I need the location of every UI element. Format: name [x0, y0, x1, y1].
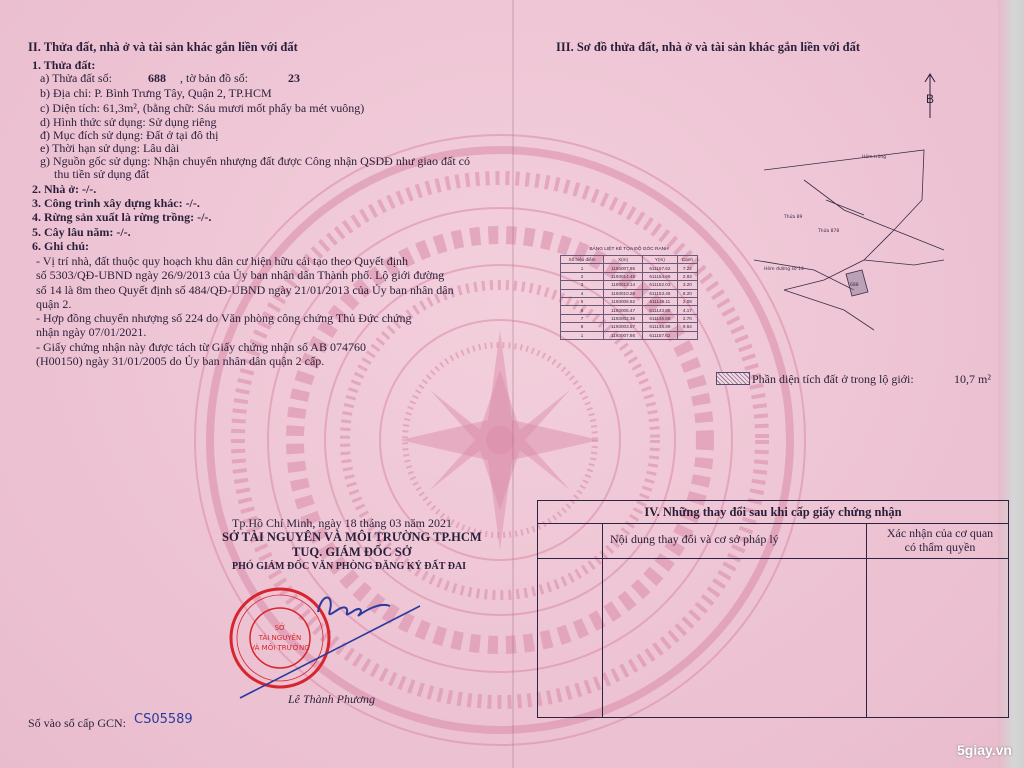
usage-origin-line: g) Nguồn gốc sử dụng: Nhận chuyển nhượng đất được Công nhận QSDĐ như giao đất có	[40, 154, 470, 168]
handwritten-signature	[230, 582, 430, 702]
coord-cell: 611157.62	[643, 264, 678, 272]
sign-place-date: Tp.Hồ Chí Minh, ngày 18 tháng 03 năm 2021	[232, 516, 452, 530]
map-label-parcel-688: 688	[850, 283, 859, 288]
site-watermark: 5giay.vn	[957, 742, 1012, 758]
coord-cell: 1	[561, 264, 604, 272]
coord-cell: 4.17	[677, 306, 697, 314]
coord-row	[561, 306, 698, 314]
coord-cell: 1	[561, 331, 604, 339]
coord-cell: 1193002.36	[604, 314, 643, 322]
parcel-number-value: 688	[148, 71, 166, 85]
map-label-parcel-878: Thửa 878	[818, 229, 840, 234]
coord-cell: 1193007.86	[604, 331, 643, 339]
legend-value: 10,7 m²	[954, 372, 991, 386]
coord-cell: 6	[561, 306, 604, 314]
registration-value: CS05589	[134, 712, 193, 727]
map-sheet-label: , tờ bản đồ số:	[180, 71, 249, 85]
coord-cell: 611154.66	[643, 272, 678, 280]
coord-cell: 1193007.86	[604, 264, 643, 272]
table-divider	[866, 523, 867, 717]
notes-heading: 6. Ghi chú:	[32, 239, 90, 253]
map-label-vacant: Hẻm trống	[862, 155, 887, 160]
coord-row	[561, 297, 698, 305]
coord-cell: 611148.99	[643, 323, 678, 331]
coord-cell: 611146.58	[643, 314, 678, 322]
coord-cell: 2.08	[677, 297, 697, 305]
coord-cell: 3.20	[677, 281, 697, 289]
registration-label: Số vào sổ cấp GCN:	[28, 716, 126, 730]
page-fold	[512, 0, 514, 768]
house-line: 2. Nhà ở: -/-.	[32, 182, 97, 196]
usage-origin-line-2: thu tiền sử dụng đất	[54, 167, 150, 181]
coord-cell: 1193013.14	[604, 281, 643, 289]
svg-text:TÀI NGUYÊN: TÀI NGUYÊN	[258, 634, 302, 642]
note-line: (H00150) ngày 31/01/2005 do Ủy ban nhân dân quận 2 cấp.	[36, 354, 325, 368]
coord-cell: 7.22	[677, 264, 697, 272]
table-divider	[602, 523, 603, 717]
parcel-map	[744, 140, 966, 350]
changes-table	[537, 500, 1009, 718]
changes-col-confirm: Xác nhận của cơ quan	[886, 526, 994, 540]
trees-line: 5. Cây lâu năm: -/-.	[32, 225, 131, 239]
coord-header: X(m)	[604, 256, 643, 264]
coord-cell: 611143.80	[643, 306, 678, 314]
north-label: B	[926, 92, 935, 106]
note-line: - Vị trí nhà, đất thuộc quy hoạch khu dân cư hiện hữu cải tạo theo Quyết định	[36, 254, 409, 268]
parcel-number-label: a) Thửa đất số:	[40, 71, 112, 85]
coord-row	[561, 331, 698, 339]
coord-cell: 2	[561, 272, 604, 280]
coord-cell: 2.70	[677, 314, 697, 322]
coord-cell: 1193014.45	[604, 272, 643, 280]
usage-term-line: e) Thời hạn sử dụng: Lâu dài	[40, 141, 180, 155]
coord-cell: 611152.03	[643, 281, 678, 289]
sign-tuq: TUQ. GIÁM ĐỐC SỞ	[292, 545, 412, 559]
coord-cell: 8.20	[677, 289, 697, 297]
construction-line: 3. Công trình xây dựng khác: -/-.	[32, 196, 200, 210]
note-line: nhận ngày 07/01/2021.	[36, 325, 147, 339]
section-iii-title: III. Sơ đồ thửa đất, nhà ở và tài sản khác gắn liền với đất	[556, 40, 861, 54]
coord-cell: 3	[561, 281, 604, 289]
coord-cell: 1193005.47	[604, 306, 643, 314]
note-line: - Hợp đồng chuyển nhượng số 224 do Văn phòng công chứng Thủ Đức chứng	[36, 311, 412, 325]
svg-text:VÀ MÔI TRƯỜNG: VÀ MÔI TRƯỜNG	[250, 644, 310, 652]
coord-cell: 7	[561, 314, 604, 322]
coord-cell: 1193006.62	[604, 297, 643, 305]
map-sheet-value: 23	[288, 71, 300, 85]
usage-purpose-line: đ) Mục đích sử dụng: Đất ở tại đô thị	[40, 128, 219, 142]
coord-header-row	[561, 256, 698, 264]
map-label-road: Hẻm đường số 14	[764, 267, 804, 272]
coord-cell: 611157.62	[643, 331, 678, 339]
area-line: c) Diện tích: 61,3m², (bằng chữ: Sáu mươi mốt phẩy ba mét vuông)	[40, 101, 365, 115]
changes-col-confirm-2: có thẩm quyền	[904, 540, 976, 554]
land-heading: 1. Thửa đất:	[32, 58, 96, 72]
changes-col-content: Nội dung thay đổi và cơ sở pháp lý	[610, 532, 779, 546]
coord-header: Cạnh	[677, 256, 697, 264]
usage-form-line: d) Hình thức sử dụng: Sử dụng riêng	[40, 115, 217, 129]
legend-swatch	[716, 372, 750, 385]
address-line: b) Địa chỉ: P. Bình Trưng Tây, Quận 2, TP.HCM	[40, 86, 272, 100]
coord-cell: 9.64	[677, 323, 697, 331]
coord-row	[561, 281, 698, 289]
signer-name: Lê Thành Phương	[288, 692, 375, 706]
coord-row	[561, 264, 698, 272]
note-line: quận 2.	[36, 297, 72, 311]
coord-cell: 2.93	[677, 272, 697, 280]
coord-cell: 611146.11	[643, 297, 678, 305]
coord-row	[561, 314, 698, 322]
coord-row	[561, 272, 698, 280]
note-line: số 5303/QĐ-UBND ngày 26/9/2013 của Ủy ban nhân dân Thành phố. Lộ giới đường	[36, 268, 445, 282]
sign-agency: SỞ TÀI NGUYÊN VÀ MÔI TRƯỜNG TP.HCM	[222, 530, 482, 544]
coord-header: Số hiệu điểm	[561, 256, 604, 264]
map-label-parcel-89: Thửa 89	[784, 215, 803, 220]
coord-row	[561, 323, 698, 331]
coord-cell: 1193010.28	[604, 289, 643, 297]
coord-cell: 4	[561, 289, 604, 297]
coord-cell: 5	[561, 297, 604, 305]
sign-deputy: PHÓ GIÁM ĐỐC VĂN PHÒNG ĐĂNG KÝ ĐẤT ĐAI	[232, 561, 467, 572]
svg-text:SỞ: SỞ	[274, 624, 286, 632]
coord-table	[560, 255, 698, 340]
legend-text: Phần diện tích đất ở trong lộ giới:	[752, 372, 914, 386]
coord-header: Y(m)	[643, 256, 678, 264]
forest-line: 4. Rừng sản xuất là rừng trồng: -/-.	[32, 210, 212, 224]
coord-cell: 1193003.57	[604, 323, 643, 331]
table-divider	[538, 558, 1008, 559]
coord-row	[561, 289, 698, 297]
coord-cell: 8	[561, 323, 604, 331]
note-line: số 14 là 8m theo Quyết định số 484/QĐ-UBND ngày 21/01/2013 của Ủy ban nhân dân	[36, 283, 454, 297]
coord-cell	[677, 331, 697, 339]
changes-title: IV. Những thay đổi sau khi cấp giấy chứng nhận	[538, 501, 1008, 524]
coord-table-body	[561, 264, 698, 340]
coord-table-caption: BẢNG LIỆT KÊ TỌA ĐỘ GÓC RANH	[589, 247, 669, 252]
coord-cell: 611153.46	[643, 289, 678, 297]
section-ii-title: II. Thửa đất, nhà ở và tài sản khác gắn liền với đất	[28, 40, 298, 54]
note-line: - Giấy chứng nhận này được tách từ Giấy chứng nhận số AB 074760	[36, 340, 366, 354]
